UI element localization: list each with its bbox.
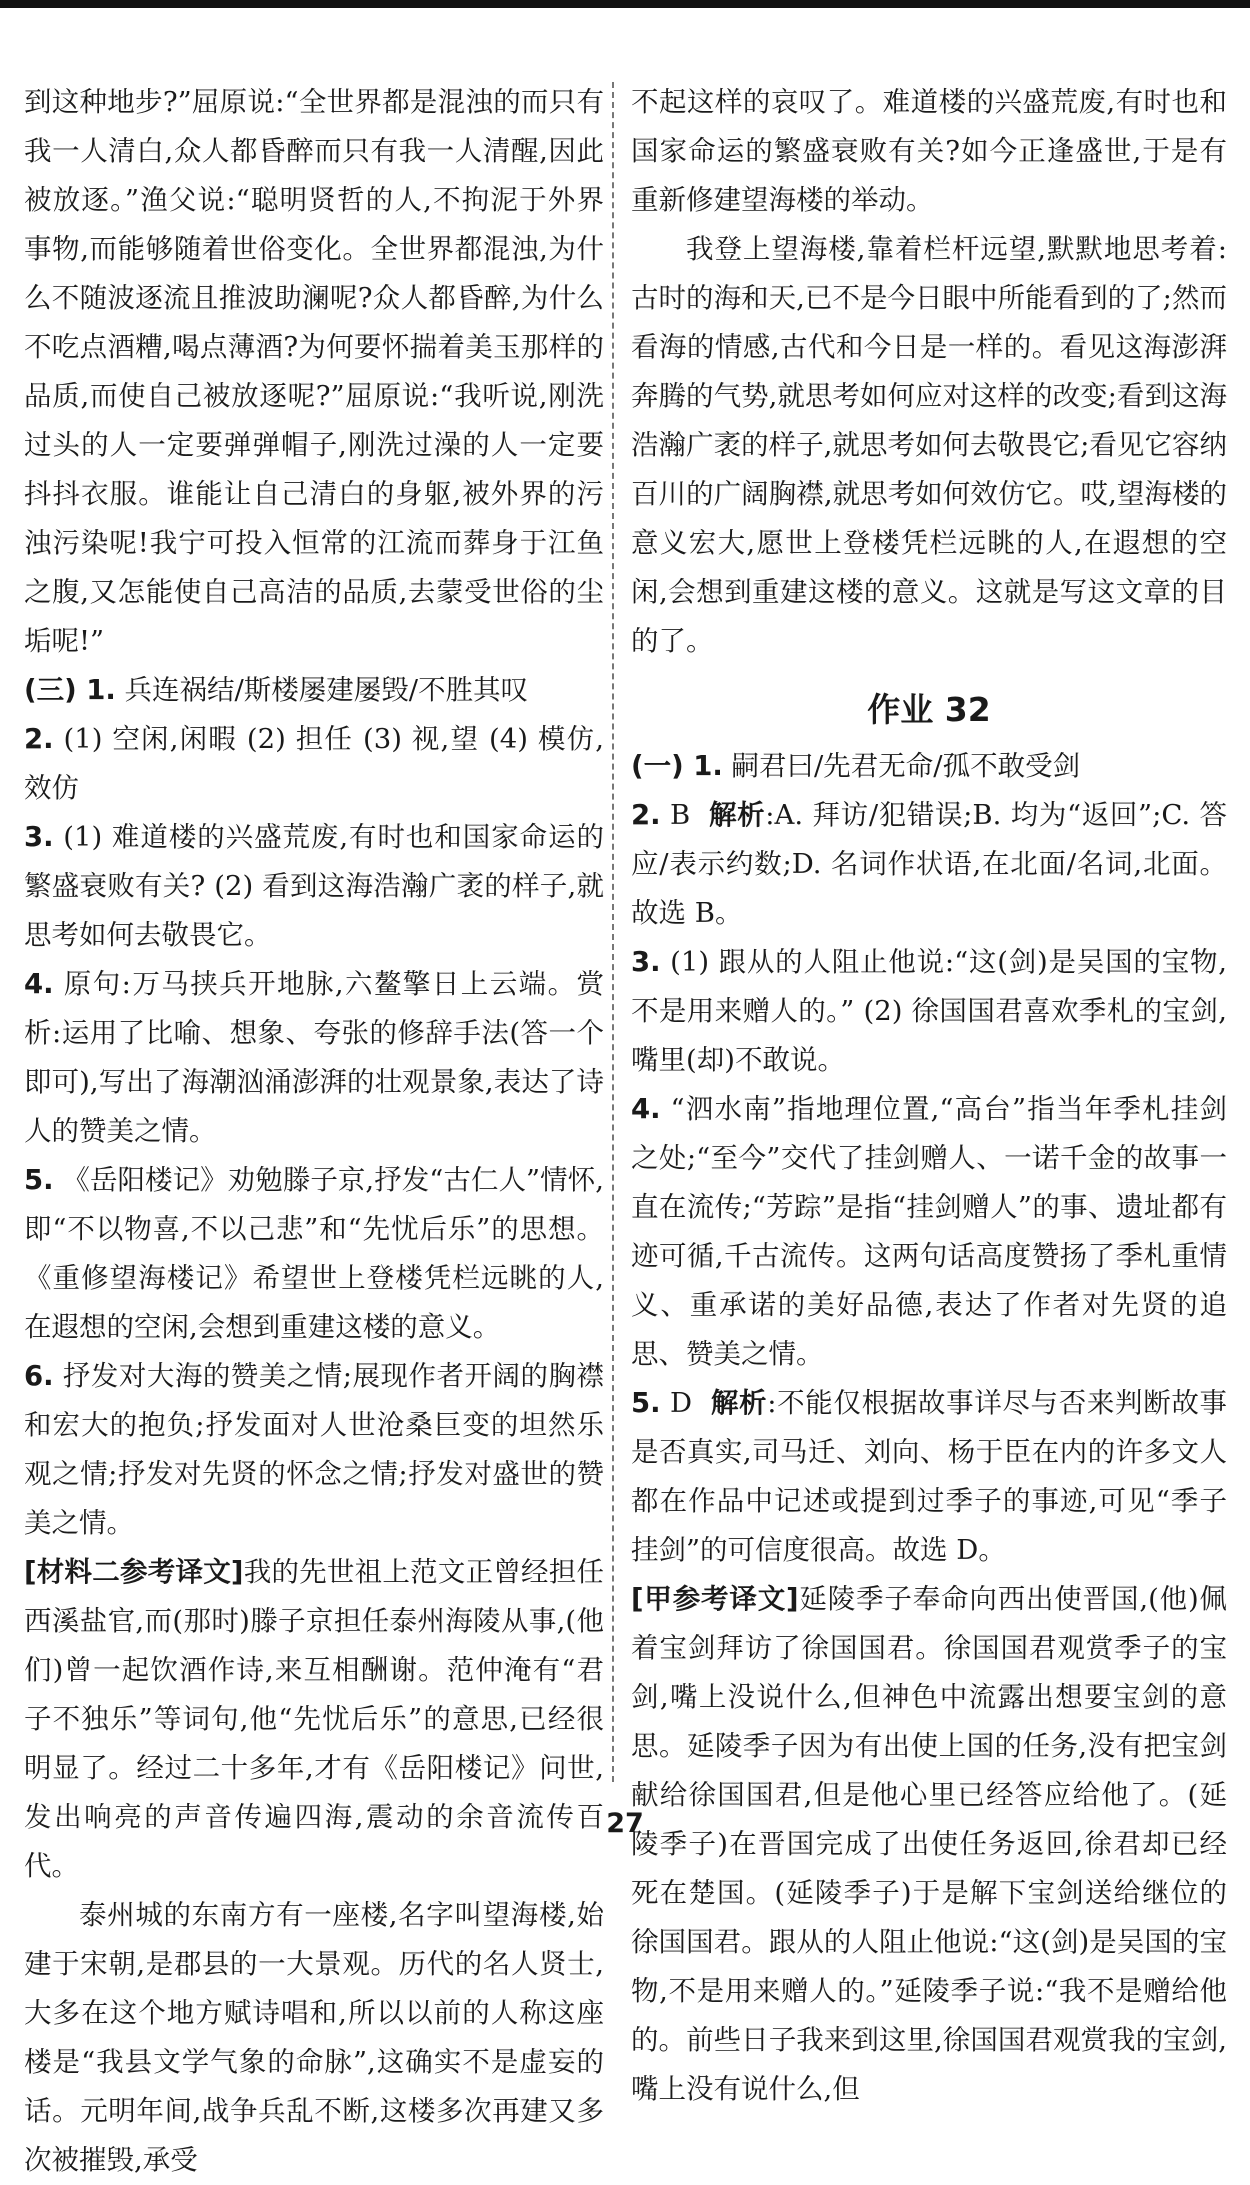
answer-number: 4.	[24, 968, 54, 1000]
answer-text: (1) 难道楼的兴盛荒废,有时也和国家命运的繁盛衰败有关? (2) 看到这海浩瀚广袤的样子,就思考如何去敬畏它。	[24, 821, 605, 951]
answer-text: 原句:万马挟兵开地脉,六鳌擎日上云端。赏析:运用了比喻、想象、夸张的修辞手法(答一个即可),写出了海潮汹涌澎湃的壮观景象,表达了诗人的赞美之情。	[24, 968, 604, 1147]
paragraph-climb-tower: 我登上望海楼,靠着栏杆远望,默默地思考着:古时的海和天,已不是今日眼中所能看到的了;然而看海的情感,古代和今日是一样的。看见这海澎湃奔腾的气势,就思考如何应对这样的改变;看到这海浩瀚广袤的样子,就思考如何去敬畏它;看见它容纳百川的广阔胸襟,就思考如何效仿它。哎,望海楼的意义宏大,愿世上登楼凭栏远眺的人,在遐想的空闲,会想到重建这楼的意义。这就是写这文章的目的了。	[631, 233, 1227, 657]
analysis-tag: 解析	[710, 1387, 768, 1419]
page-number: 27	[606, 1808, 644, 1839]
answer-item-2	[631, 791, 1227, 938]
answer-number: 6.	[24, 1360, 54, 1392]
answer-text: (1) 空闲,闲暇 (2) 担任 (3) 视,望 (4) 模仿,效仿	[24, 723, 604, 804]
answer-item-5	[24, 1156, 604, 1352]
analysis-text: :A. 拜访/犯错误;B. 均为“返回”;C. 答应/表示约数;D. 名词作状语,在北面/名词,北面。故选 B。	[631, 799, 1228, 929]
answer-text: 《岳阳楼记》劝勉滕子京,抒发“古仁人”情怀,即“不以物喜,不以己悲”和“先忧后乐”的思想。《重修望海楼记》希望世上登楼凭栏远眺的人,在遐想的空闲,会想到重建这楼的意义。	[24, 1164, 604, 1343]
answer-text: 兵连祸结/斯楼屡建屡毁/不胜其叹	[124, 674, 529, 706]
translation-text: 我的先世祖上范文正曾经担任西溪盐官,而(那时)滕子京担任泰州海陵从事,(他们)曾一起饮酒作诗,来互相酬谢。范仲淹有“君子不独乐”等词句,他“先忧后乐”的意思,已经很明显了。经过二十多年,才有《岳阳楼记》问世,发出响亮的声音传遍四海,震动的余音流传百代。	[24, 1556, 605, 1882]
answer-item-4	[631, 1085, 1227, 1379]
left-column	[24, 78, 604, 2185]
translation-tag: [材料二参考译文]	[24, 1556, 244, 1588]
paragraph-translation-end: 到这种地步?”屈原说:“全世界都是混浊的而只有我一人清白,众人都昏醉而只有我一人清醒,因此被放逐。”渔父说:“聪明贤哲的人,不拘泥于外界事物,而能够随着世俗变化。全世界都混浊,为什么不随波逐流且推波助澜呢?众人都昏醉,为什么不吃点酒糟,喝点薄酒?为何要怀揣着美玉那样的品质,而使自己被放逐呢?”屈原说:“我听说,刚洗过头的人一定要弹弹帽子,刚洗过澡的人一定要抖抖衣服。谁能让自己清白的身躯,被外界的污浊污染呢!我宁可投入恒常的江流而葬身于江鱼之腹,又怎能使自己高洁的品质,去蒙受世俗的尘垢呢!”	[24, 86, 604, 657]
answer-item-1	[631, 742, 1227, 791]
answer-item-2	[24, 715, 604, 813]
answer-choice: B	[669, 799, 691, 831]
paragraph-wanghai-tower: 泰州城的东南方有一座楼,名字叫望海楼,始建于宋朝,是郡县的一大景观。历代的名人贤士,大多在这个地方赋诗唱和,所以以前的人称这座楼是“我县文学气象的命脉”,这确实不是虚妄的话。元明年间,战争兵乱不断,这楼多次再建又多次被摧毁,承受	[24, 1899, 604, 2176]
answer-number: 3.	[24, 821, 54, 853]
answer-number: 5.	[24, 1164, 54, 1196]
answer-item-5	[631, 1379, 1227, 1575]
answer-text: 抒发对大海的赞美之情;展现作者开阔的胸襟和宏大的抱负;抒发面对人世沧桑巨变的坦然乐观之情;抒发对先贤的怀念之情;抒发对盛世的赞美之情。	[24, 1360, 605, 1539]
paragraph-continuation: 不起这样的哀叹了。难道楼的兴盛荒废,有时也和国家命运的繁盛衰败有关?如今正逢盛世,于是有重新修建望海楼的举动。	[631, 86, 1227, 216]
answer-number: (一) 1.	[631, 750, 723, 782]
answer-choice: D	[670, 1387, 693, 1419]
translation-block	[631, 1575, 1227, 2114]
translation-tag: [甲参考译文]	[631, 1583, 799, 1615]
answer-number: 3.	[631, 946, 661, 978]
answer-number: 2.	[24, 723, 54, 755]
answer-item-1	[24, 666, 604, 715]
answer-text: “泗水南”指地理位置,“高台”指当年季札挂剑之处;“至今”交代了挂剑赠人、一诺千金的故事一直在流传;“芳踪”是指“挂剑赠人”的事、遗址都有迹可循,千古流传。这两句话高度赞扬了季札重情义、重承诺的美好品德,表达了作者对先贤的追思、赞美之情。	[631, 1093, 1227, 1370]
translation-block	[24, 1548, 604, 1891]
section-title: 作业 32	[867, 690, 991, 729]
answer-item-3	[24, 813, 604, 960]
column-divider	[612, 82, 614, 1782]
analysis-tag: 解析	[708, 799, 766, 831]
answer-text: (1) 跟从的人阻止他说:“这(剑)是吴国的宝物,不是用来赠人的。” (2) 徐国国君喜欢季札的宝剑,嘴里(却)不敢说。	[631, 946, 1227, 1076]
answer-text: 嗣君曰/先君无命/孤不敢受剑	[731, 750, 1081, 782]
answer-number: 5.	[631, 1387, 661, 1419]
page-top-edge	[0, 0, 1250, 8]
answer-number: 2.	[631, 799, 661, 831]
answer-item-4	[24, 960, 604, 1156]
answer-item-6	[24, 1352, 604, 1548]
answer-item-3	[631, 938, 1227, 1085]
analysis-text: :不能仅根据故事详尽与否来判断故事是否真实,司马迁、刘向、杨于臣在内的许多文人都在作品中记述或提到过季子的事迹,可见“季子挂剑”的可信度很高。故选 D。	[631, 1387, 1228, 1566]
answer-number: 4.	[631, 1093, 661, 1125]
translation-text: 延陵季子奉命向西出使晋国,(他)佩着宝剑拜访了徐国国君。徐国国君观赏季子的宝剑,嘴上没说什么,但神色中流露出想要宝剑的意思。延陵季子因为有出使上国的任务,没有把宝剑献给徐国国君,但是他心里已经答应给他了。(延陵季子)在晋国完成了出使任务返回,徐君却已经死在楚国。(延陵季子)于是解下宝剑送给继位的徐国国君。跟从的人阻止他说:“这(剑)是吴国的宝物,不是用来赠人的。”延陵季子说:“我不是赠给他的。前些日子我来到这里,徐国国君观赏我的宝剑,嘴上没有说什么,但	[631, 1583, 1227, 2105]
answer-number: (三) 1.	[24, 674, 116, 706]
